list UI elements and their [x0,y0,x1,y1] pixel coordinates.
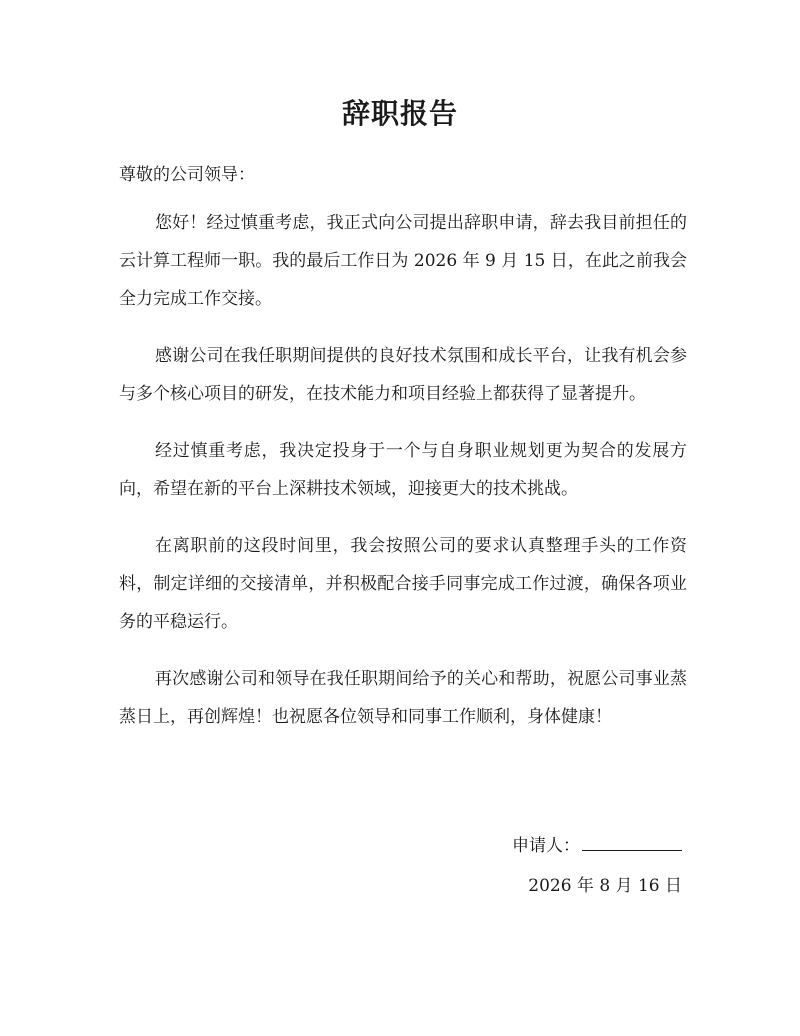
paragraph-closing: 再次感谢公司和领导在我任职期间给予的关心和帮助，祝愿公司事业蒸蒸日上，再创辉煌！也祝愿各位领导和同事工作顺利，身体健康！ [119,669,687,727]
paragraph-greeting: 您好！经过慎重考虑，我正式向公司提出辞职申请，辞去我目前担任的云计算工程师一职。我的最后工作日为 2026 年 9 月 15 日，在此之前我会全力完成工作交接。 [119,213,687,309]
signature-line [582,832,682,851]
applicant-label: 申请人： [512,836,580,856]
paragraph-reason: 经过慎重考虑，我决定投身于一个与自身职业规划更为契合的发展方向，希望在新的平台上深耕技术领域，迎接更大的技术挑战。 [119,441,687,499]
applicant-signature [512,832,682,858]
letter-body [119,204,687,755]
paragraph-gratitude: 感谢公司在我任职期间提供的良好技术氛围和成长平台，让我有机会参与多个核心项目的研发，在技术能力和项目经验上都获得了显著提升。 [119,346,687,404]
paragraph-handover: 在离职前的这段时间里，我会按照公司的要求认真整理手头的工作资料，制定详细的交接清单，并积极配合接手同事完成工作过渡，确保各项业务的平稳运行。 [119,536,687,632]
salutation: 尊敬的公司领导： [119,165,255,185]
document-date: 2026 年 8 月 16 日 [528,876,682,896]
document-title: 辞职报告 [341,97,458,130]
